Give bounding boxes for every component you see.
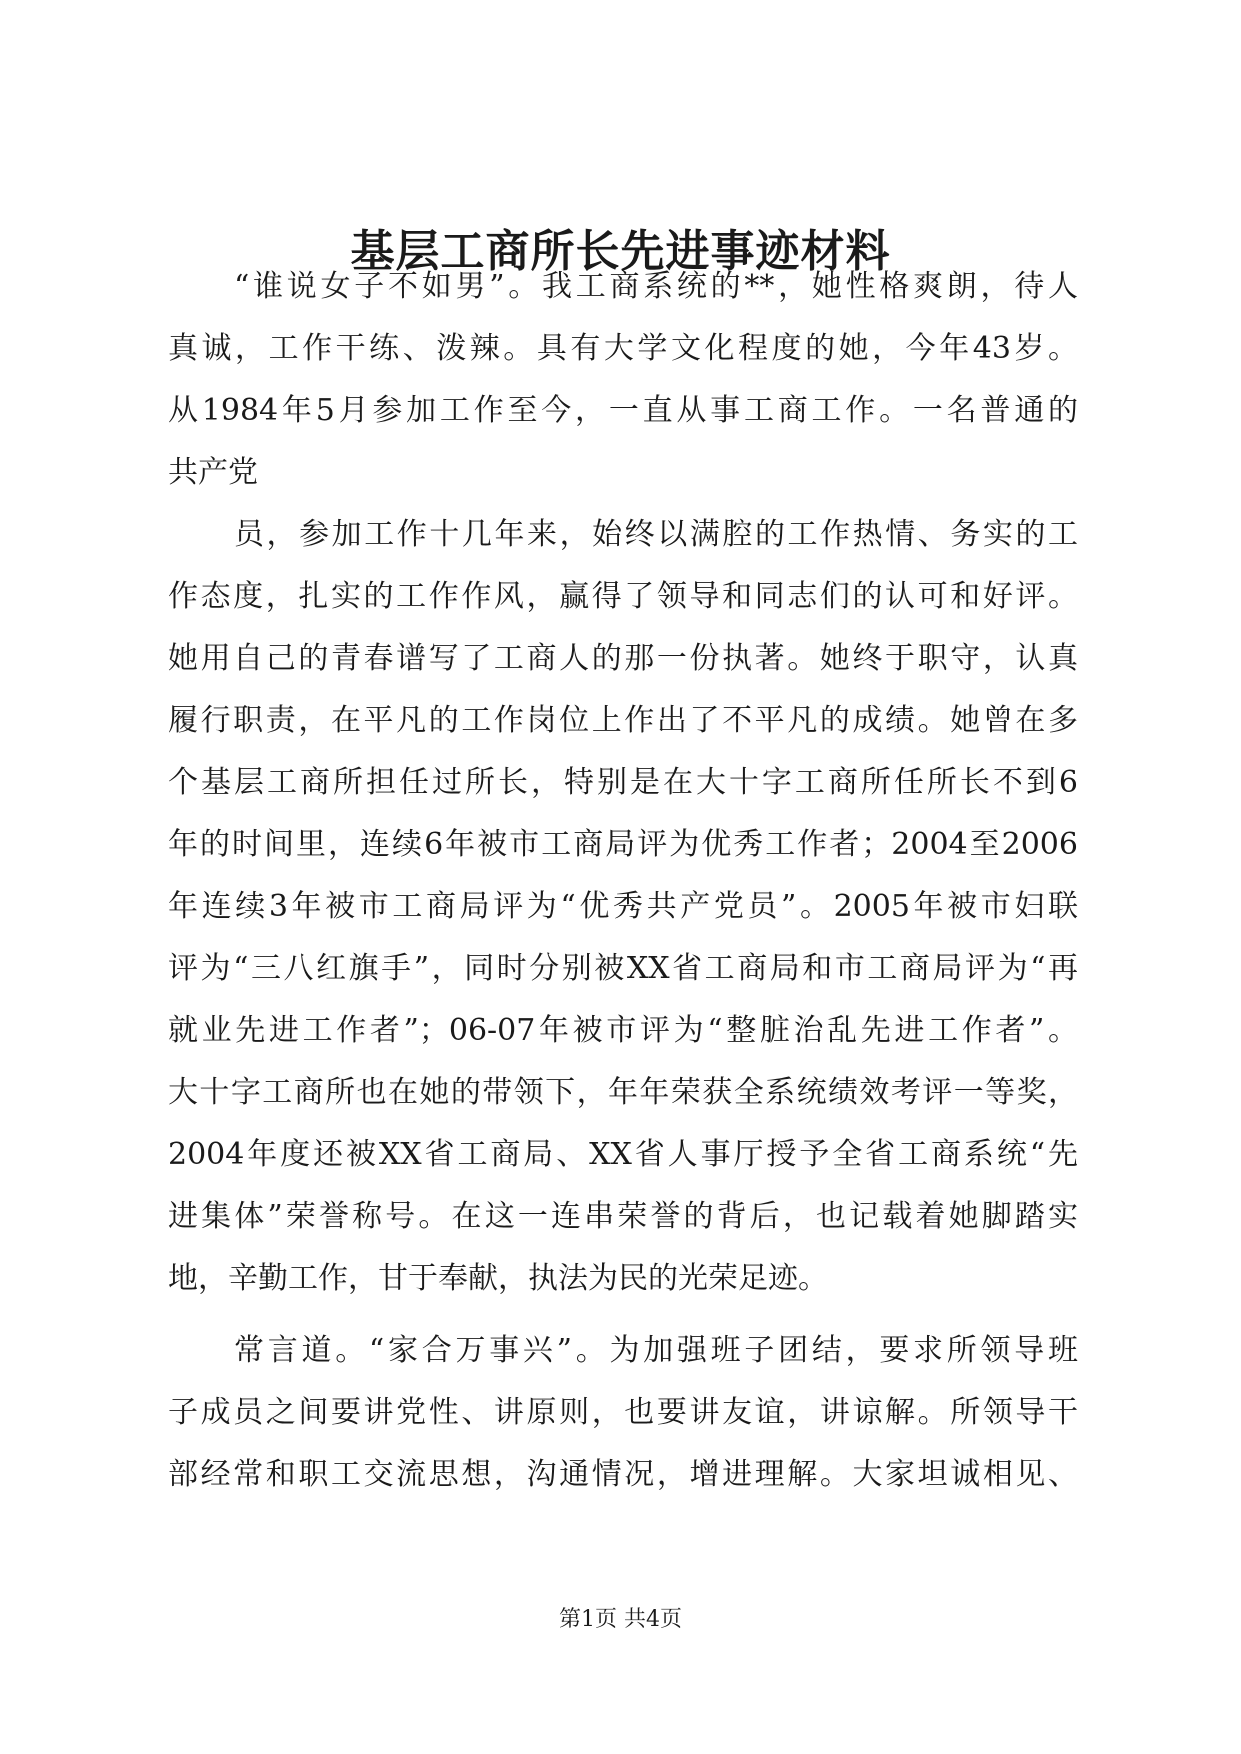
body-line: 履行职责，在平凡的工作岗位上作出了不平凡的成绩。她曾在多 <box>168 703 1078 738</box>
body-line: 共产党 <box>168 455 258 490</box>
body-line: 进集体”荣誉称号。在这一连串荣誉的背后，也记载着她脚踏实 <box>168 1199 1078 1234</box>
body-line: 个基层工商所担任过所长，特别是在大十字工商所任所长不到6 <box>168 765 1078 800</box>
body-line: 子成员之间要讲党性、讲原则，也要讲友谊，讲谅解。所领导干 <box>168 1395 1078 1430</box>
document-title: 基层工商所长先进事迹材料 <box>350 226 891 277</box>
body-line: 年连续3年被市工商局评为“优秀共产党员”。2005年被市妇联 <box>168 889 1078 924</box>
page-footer: 第1页 共4页 <box>559 1607 682 1632</box>
body-line: 就业先进工作者”；06-07年被市评为“整脏治乱先进工作者”。 <box>168 1013 1078 1048</box>
body-line: 作态度，扎实的工作作风，赢得了领导和同志们的认可和好评。 <box>168 579 1078 614</box>
body-line: 从1984年5月参加工作至今，一直从事工商工作。一名普通的 <box>168 393 1078 428</box>
body-line: 地，辛勤工作，甘于奉献，执法为民的光荣足迹。 <box>168 1261 828 1296</box>
body-line: 部经常和职工交流思想，沟通情况，增进理解。大家坦诚相见、 <box>168 1457 1078 1492</box>
body-line: 年的时间里，连续6年被市工商局评为优秀工作者；2004至2006 <box>168 827 1078 862</box>
body-line: 她用自己的青春谱写了工商人的那一份执著。她终于职守，认真 <box>168 641 1078 676</box>
body-line: 员，参加工作十几年来，始终以满腔的工作热情、务实的工 <box>234 517 1078 552</box>
body-line: “谁说女子不如男”。我工商系统的**，她性格爽朗，待人 <box>234 269 1078 304</box>
body-line: 常言道。“家合万事兴”。为加强班子团结，要求所领导班 <box>234 1333 1078 1368</box>
body-line: 2004年度还被XX省工商局、XX省人事厅授予全省工商系统“先 <box>168 1137 1078 1172</box>
body-line: 评为“三八红旗手”，同时分别被XX省工商局和市工商局评为“再 <box>168 951 1078 986</box>
body-line: 大十字工商所也在她的带领下，年年荣获全系统绩效考评一等奖， <box>168 1075 1078 1110</box>
body-line: 真诚，工作干练、泼辣。具有大学文化程度的她，今年43岁。 <box>168 331 1078 366</box>
